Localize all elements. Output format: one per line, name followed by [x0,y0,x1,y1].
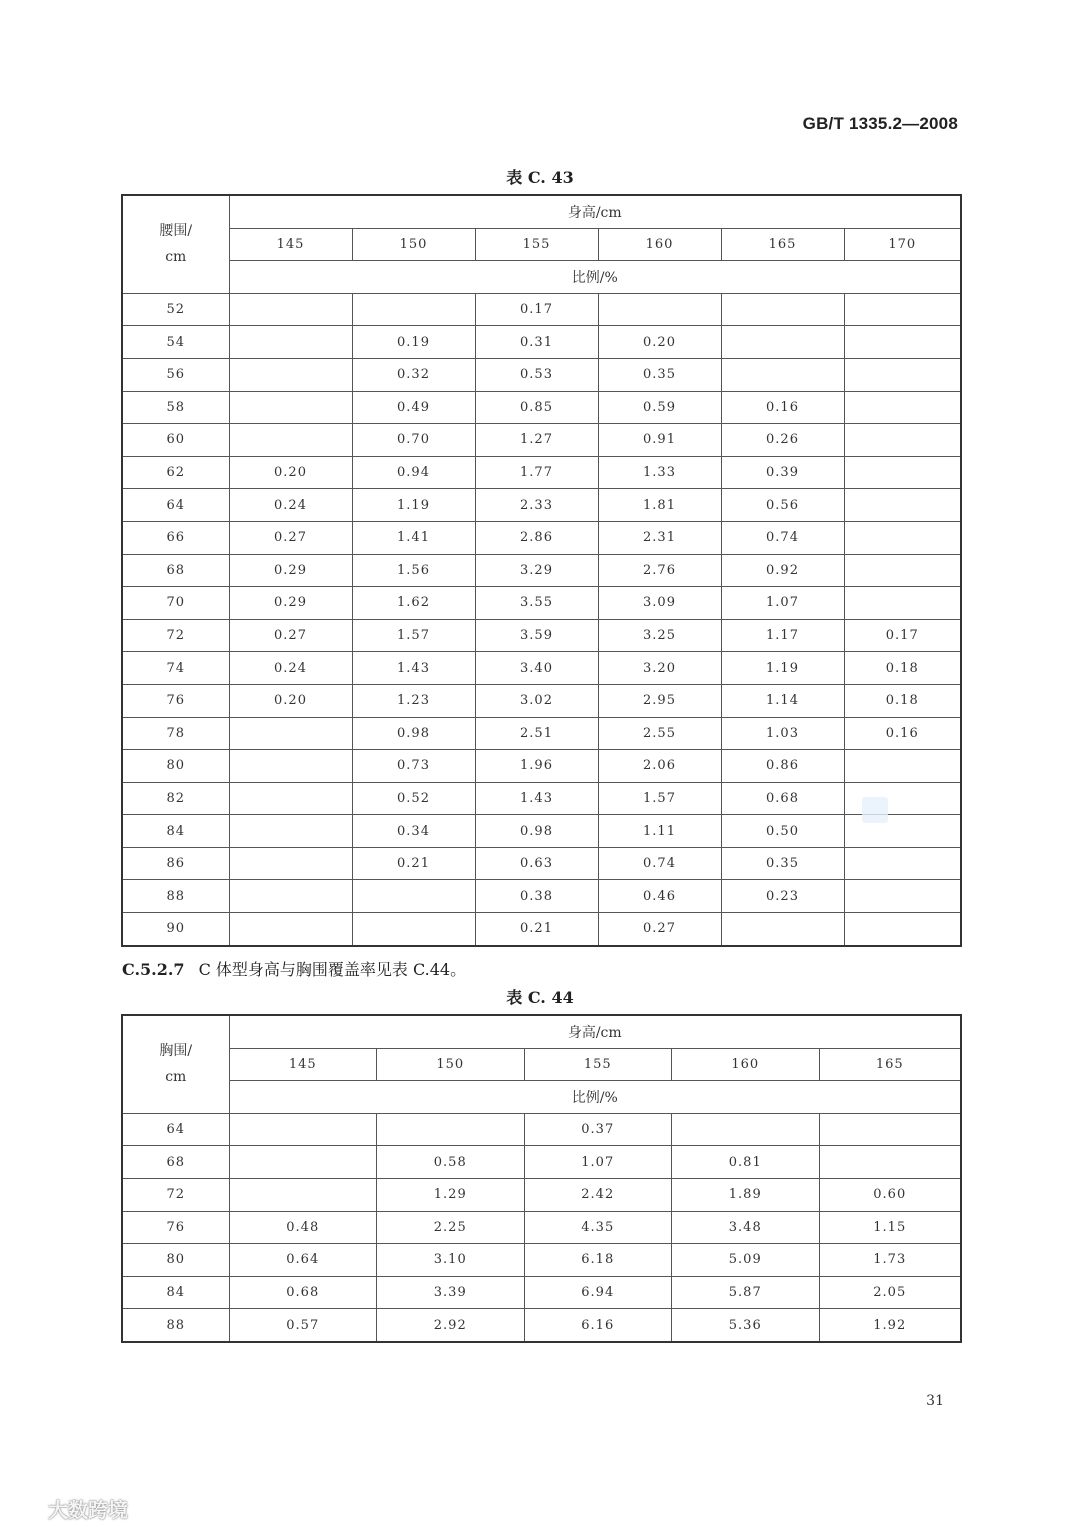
watermark-text: 大数跨境 [48,1498,128,1522]
value-cell: 1.07 [524,1146,672,1179]
value-cell [844,424,961,457]
row-label-cell: 54 [122,326,229,359]
column-header-row [122,1048,961,1081]
row-label-cell: 86 [122,847,229,880]
value-cell: 1.27 [475,424,598,457]
value-cell: 0.81 [672,1146,820,1179]
row-label-cell: 74 [122,652,229,685]
value-cell: 3.02 [475,684,598,717]
value-cell: 0.50 [721,815,844,848]
table-row [122,1113,961,1146]
value-cell: 2.55 [598,717,721,750]
watermark-logo-icon [12,1500,42,1518]
column-header: 155 [524,1048,672,1081]
value-cell: 0.19 [352,326,475,359]
value-cell: 6.16 [524,1309,672,1342]
value-cell: 1.92 [819,1309,961,1342]
row-label-cell: 88 [122,880,229,913]
value-cell: 1.19 [721,652,844,685]
value-cell: 0.60 [819,1178,961,1211]
value-cell: 0.70 [352,424,475,457]
row-header-unit: cm [165,1069,187,1086]
row-label-cell: 78 [122,717,229,750]
value-cell: 0.98 [352,717,475,750]
value-cell: 5.36 [672,1309,820,1342]
value-cell [844,847,961,880]
value-cell [229,326,352,359]
value-cell: 3.40 [475,652,598,685]
row-label-cell: 58 [122,391,229,424]
value-cell: 5.87 [672,1276,820,1309]
value-cell: 3.55 [475,587,598,620]
value-cell: 0.74 [598,847,721,880]
value-cell: 0.31 [475,326,598,359]
table-row [122,1309,961,1342]
column-header: 160 [598,228,721,261]
row-label-cell: 68 [122,554,229,587]
value-cell: 0.39 [721,456,844,489]
table-c44 [121,1014,962,1343]
value-cell [844,391,961,424]
value-cell: 3.48 [672,1211,820,1244]
height-label: 身高/cm [229,1015,961,1048]
row-label-cell: 70 [122,587,229,620]
value-cell: 1.43 [475,782,598,815]
value-cell: 3.10 [377,1244,525,1277]
value-cell [844,913,961,946]
value-cell [229,424,352,457]
value-cell: 0.73 [352,750,475,783]
table-row [122,587,961,620]
column-header: 155 [475,228,598,261]
value-cell: 0.18 [844,652,961,685]
table-row [122,391,961,424]
row-label-cell: 84 [122,1276,229,1309]
table-row [122,652,961,685]
value-cell: 0.21 [475,913,598,946]
value-cell [819,1113,961,1146]
table-row [122,424,961,457]
row-label-cell: 82 [122,782,229,815]
value-cell: 1.89 [672,1178,820,1211]
value-cell: 0.59 [598,391,721,424]
column-header: 165 [819,1048,961,1081]
value-cell: 2.05 [819,1276,961,1309]
table-row [122,684,961,717]
value-cell: 2.95 [598,684,721,717]
value-cell [229,293,352,326]
height-label: 身高/cm [229,195,961,228]
value-cell [844,326,961,359]
table-row [122,554,961,587]
value-cell: 0.49 [352,391,475,424]
value-cell: 1.41 [352,521,475,554]
value-cell: 0.58 [377,1146,525,1179]
value-cell: 0.92 [721,554,844,587]
value-cell: 1.33 [598,456,721,489]
ratio-header-row [122,261,961,294]
value-cell [819,1146,961,1179]
value-cell: 1.57 [352,619,475,652]
value-cell: 0.57 [229,1309,377,1342]
value-cell: 0.17 [475,293,598,326]
value-cell: 1.14 [721,684,844,717]
value-cell: 2.06 [598,750,721,783]
value-cell: 0.68 [721,782,844,815]
value-cell: 2.33 [475,489,598,522]
value-cell: 0.98 [475,815,598,848]
value-cell: 3.29 [475,554,598,587]
value-cell: 0.35 [598,358,721,391]
row-label-cell: 60 [122,424,229,457]
column-header: 150 [377,1048,525,1081]
table-row [122,847,961,880]
value-cell: 1.11 [598,815,721,848]
value-cell [229,815,352,848]
value-cell: 0.91 [598,424,721,457]
value-cell: 3.39 [377,1276,525,1309]
row-label-cell: 68 [122,1146,229,1179]
row-label-cell: 64 [122,489,229,522]
value-cell: 6.94 [524,1276,672,1309]
value-cell: 0.20 [229,684,352,717]
value-cell [844,750,961,783]
value-cell: 0.37 [524,1113,672,1146]
table-row [122,326,961,359]
value-cell: 1.43 [352,652,475,685]
value-cell: 3.25 [598,619,721,652]
row-label-cell: 80 [122,1244,229,1277]
clause-c-5-2-7 [122,957,466,980]
value-cell: 2.25 [377,1211,525,1244]
clause-number: C.5.2.7 [122,960,185,979]
row-header-cell [122,195,229,293]
column-header: 145 [229,228,352,261]
value-cell [229,913,352,946]
value-cell: 0.38 [475,880,598,913]
column-header: 150 [352,228,475,261]
value-cell: 0.74 [721,521,844,554]
value-cell: 0.20 [229,456,352,489]
value-cell: 0.35 [721,847,844,880]
value-cell: 0.27 [598,913,721,946]
value-cell: 6.18 [524,1244,672,1277]
value-cell [844,521,961,554]
value-cell: 0.27 [229,521,352,554]
value-cell: 1.62 [352,587,475,620]
value-cell [721,913,844,946]
value-cell: 0.24 [229,489,352,522]
value-cell: 1.56 [352,554,475,587]
value-cell: 4.35 [524,1211,672,1244]
row-header-cell [122,1015,229,1113]
value-cell [598,293,721,326]
value-cell [844,489,961,522]
value-cell: 0.23 [721,880,844,913]
value-cell: 3.20 [598,652,721,685]
column-header: 165 [721,228,844,261]
row-label-cell: 64 [122,1113,229,1146]
value-cell [229,782,352,815]
value-cell [229,1178,377,1211]
ratio-label: 比例/% [229,1081,961,1114]
value-cell: 1.77 [475,456,598,489]
value-cell: 0.94 [352,456,475,489]
value-cell: 0.68 [229,1276,377,1309]
value-cell: 3.59 [475,619,598,652]
column-header: 145 [229,1048,377,1081]
clause-text: C 体型身高与胸围覆盖率见表 C.44。 [198,960,467,979]
table-row [122,913,961,946]
value-cell: 0.24 [229,652,352,685]
value-cell: 2.42 [524,1178,672,1211]
table-row [122,782,961,815]
value-cell: 2.51 [475,717,598,750]
value-cell [229,1113,377,1146]
ratio-header-row [122,1081,961,1114]
value-cell [352,293,475,326]
scan-stamp-mark [862,797,888,823]
value-cell: 5.09 [672,1244,820,1277]
value-cell [844,358,961,391]
value-cell [229,717,352,750]
row-label-cell: 90 [122,913,229,946]
value-cell [721,326,844,359]
table-row [122,521,961,554]
row-label-cell: 72 [122,1178,229,1211]
table-row [122,750,961,783]
value-cell: 0.64 [229,1244,377,1277]
table-row [122,1146,961,1179]
header-row [122,195,961,228]
column-header: 170 [844,228,961,261]
value-cell: 1.19 [352,489,475,522]
value-cell: 1.73 [819,1244,961,1277]
table-c43-caption: 表 C. 43 [506,168,574,187]
value-cell: 0.53 [475,358,598,391]
value-cell: 1.17 [721,619,844,652]
value-cell [844,587,961,620]
table-row [122,358,961,391]
value-cell: 1.15 [819,1211,961,1244]
value-cell [672,1113,820,1146]
value-cell: 0.85 [475,391,598,424]
value-cell: 1.29 [377,1178,525,1211]
row-label-cell: 88 [122,1309,229,1342]
value-cell: 0.48 [229,1211,377,1244]
value-cell [377,1113,525,1146]
value-cell: 2.86 [475,521,598,554]
table-c43 [121,194,962,947]
value-cell [229,750,352,783]
table-row [122,1211,961,1244]
page-number: 31 [926,1393,944,1409]
value-cell: 1.03 [721,717,844,750]
table-row [122,880,961,913]
value-cell [844,456,961,489]
table-c44-caption: 表 C. 44 [506,988,574,1007]
value-cell: 0.56 [721,489,844,522]
value-cell: 1.23 [352,684,475,717]
table-row [122,717,961,750]
value-cell: 0.21 [352,847,475,880]
value-cell: 0.86 [721,750,844,783]
table-row [122,1178,961,1211]
row-header-label: 胸围/ [159,1043,193,1060]
value-cell [229,880,352,913]
header-row [122,1015,961,1048]
value-cell: 0.29 [229,554,352,587]
value-cell: 1.07 [721,587,844,620]
value-cell: 1.96 [475,750,598,783]
value-cell: 0.52 [352,782,475,815]
value-cell: 2.31 [598,521,721,554]
value-cell: 0.29 [229,587,352,620]
table-row [122,456,961,489]
table-row [122,619,961,652]
column-header: 160 [672,1048,820,1081]
value-cell: 0.32 [352,358,475,391]
row-label-cell: 76 [122,684,229,717]
value-cell: 0.63 [475,847,598,880]
value-cell: 1.81 [598,489,721,522]
ratio-label: 比例/% [229,261,961,294]
value-cell: 1.57 [598,782,721,815]
row-label-cell: 56 [122,358,229,391]
value-cell: 0.20 [598,326,721,359]
value-cell [229,391,352,424]
value-cell [229,1146,377,1179]
value-cell: 0.16 [721,391,844,424]
row-label-cell: 66 [122,521,229,554]
value-cell: 0.27 [229,619,352,652]
value-cell [721,358,844,391]
row-label-cell: 84 [122,815,229,848]
row-label-cell: 62 [122,456,229,489]
value-cell [721,293,844,326]
value-cell: 0.18 [844,684,961,717]
value-cell [352,880,475,913]
value-cell [229,358,352,391]
table-row [122,1276,961,1309]
table-row [122,293,961,326]
value-cell: 0.34 [352,815,475,848]
standard-code: GB/T 1335.2—2008 [802,114,958,133]
value-cell [844,293,961,326]
row-label-cell: 52 [122,293,229,326]
row-header-unit: cm [165,249,187,266]
table-row [122,1244,961,1277]
value-cell [844,554,961,587]
row-label-cell: 72 [122,619,229,652]
value-cell: 3.09 [598,587,721,620]
value-cell [229,847,352,880]
value-cell: 0.46 [598,880,721,913]
row-header-label: 腰围/ [159,223,193,240]
column-header-row [122,228,961,261]
table-row [122,489,961,522]
row-label-cell: 80 [122,750,229,783]
value-cell: 2.76 [598,554,721,587]
value-cell [844,880,961,913]
value-cell: 0.26 [721,424,844,457]
value-cell [352,913,475,946]
watermark [12,1494,128,1523]
value-cell: 0.16 [844,717,961,750]
value-cell: 2.92 [377,1309,525,1342]
row-label-cell: 76 [122,1211,229,1244]
table-row [122,815,961,848]
value-cell: 0.17 [844,619,961,652]
